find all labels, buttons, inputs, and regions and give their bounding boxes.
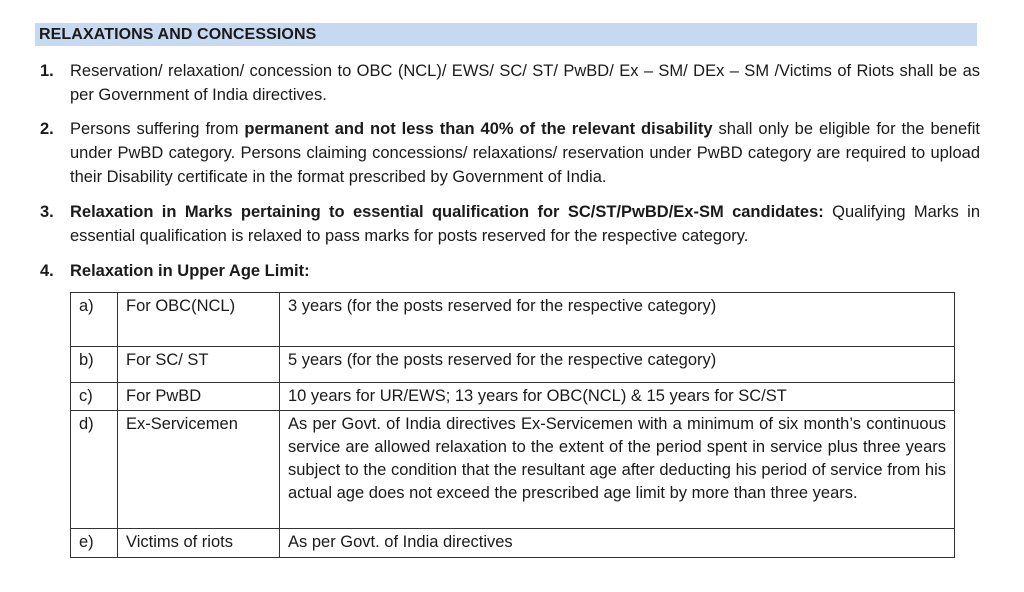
row-label: a) xyxy=(71,293,118,347)
table-row xyxy=(71,293,955,347)
row-label: c) xyxy=(71,383,118,411)
row-relaxation: 3 years (for the posts reserved for the respective category) xyxy=(280,293,955,347)
item-text xyxy=(70,200,980,248)
table-row xyxy=(71,411,955,529)
section-header xyxy=(35,23,977,46)
item-number: 2. xyxy=(40,120,54,138)
section-title: RELAXATIONS AND CONCESSIONS xyxy=(39,26,317,43)
table-row xyxy=(71,383,955,411)
age-relaxation-table xyxy=(70,292,955,558)
row-label: d) xyxy=(71,411,118,529)
item-text-emphasis: permanent and not less than 40% of the relevant disability xyxy=(244,120,713,138)
row-relaxation: 10 years for UR/EWS; 13 years for OBC(NCL) & 15 years for SC/ST xyxy=(280,383,955,411)
item-text-emphasis: Relaxation in Marks pertaining to essential qualification for SC/ST/PwBD/Ex-SM candidates: xyxy=(70,203,824,221)
item-text-post: Qualifying Marks in essential qualification is relaxed to pass marks for posts reserved for the respective category. xyxy=(70,203,980,245)
item-text-pre: Persons suffering from xyxy=(70,120,245,138)
row-category: For OBC(NCL) xyxy=(118,293,280,347)
item-text: Reservation/ relaxation/ concession to OBC (NCL)/ EWS/ SC/ ST/ PwBD/ Ex – SM/ DEx – SM /Victims of Riots shall be as per Government of India directives. xyxy=(70,62,980,104)
table-row xyxy=(71,347,955,383)
row-label: b) xyxy=(71,347,118,383)
row-relaxation: 5 years (for the posts reserved for the respective category) xyxy=(280,347,955,383)
item-text-emphasis: Relaxation in Upper Age Limit: xyxy=(70,262,310,280)
item-number: 3. xyxy=(40,203,54,221)
row-category: For PwBD xyxy=(118,383,280,411)
row-label: e) xyxy=(71,529,118,558)
item-text xyxy=(70,117,980,189)
item-text-post: shall only be eligible for the benefit under PwBD category. Persons claiming concessions/ relaxations/ reservation under PwBD category are required to upload their Disability certificate in the format prescribed by Government of India. xyxy=(70,120,980,186)
row-category: Victims of riots xyxy=(118,529,280,558)
row-category: For SC/ ST xyxy=(118,347,280,383)
row-relaxation: As per Govt. of India directives Ex-Servicemen with a minimum of six month’s continuous service are allowed relaxation to the extent of the period spent in service plus three years subject to the condition that the resultant age after deducting his period of service from his actual age does not exceed the prescribed age limit by more than three years. xyxy=(280,411,955,529)
table-row xyxy=(71,529,955,558)
row-relaxation: As per Govt. of India directives xyxy=(280,529,955,558)
row-category: Ex-Servicemen xyxy=(118,411,280,529)
item-text xyxy=(70,259,980,283)
item-number: 4. xyxy=(40,262,54,280)
item-number: 1. xyxy=(40,62,54,80)
